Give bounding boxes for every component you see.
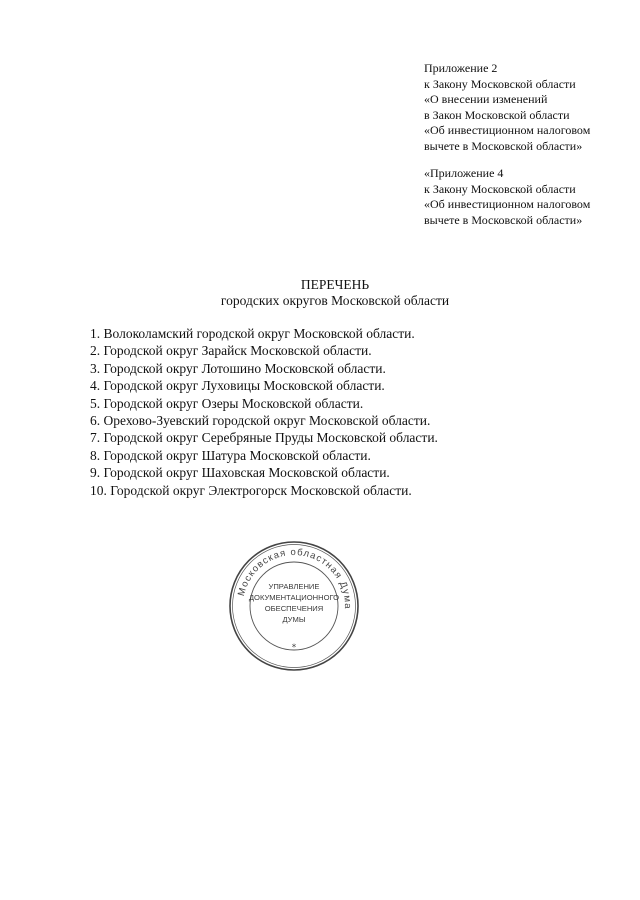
appendix-2-line: Приложение 2 [424, 61, 498, 75]
appendix-2-line: «Об инвестиционном налоговом [424, 123, 591, 137]
list-item: 3. Городской округ Лотошино Московской области. [90, 360, 386, 376]
stamp-star-icon: * [291, 643, 297, 653]
appendix-4-line: вычете в Московской области» [424, 212, 583, 227]
list-item: 5. Городской округ Озеры Московской области. [90, 395, 364, 411]
appendix-2-line: «О внесении изменений [424, 92, 548, 106]
list-item: 10. Городской округ Электрогорск Московской области. [90, 482, 412, 498]
list-item: 1. Волоколамский городской округ Московской области. [90, 326, 415, 341]
list-item: 8. Городской округ Шатура Московской области. [90, 447, 371, 463]
appendix-4-line: к Закону Московской области [424, 181, 576, 196]
document-title: ПЕРЕЧЕНЬ [300, 277, 370, 292]
appendix-4-line: «Об инвестиционном налоговом [424, 197, 591, 211]
document-subtitle: городских округов Московской области [220, 293, 450, 308]
districts-list [90, 325, 438, 499]
list-item: 4. Городской округ Луховицы Московской области. [90, 378, 385, 394]
stamp-center-line: ДОКУМЕНТАЦИОННОГО [248, 593, 340, 602]
stamp-ring-text: Московская областная Дума [235, 546, 354, 610]
stamp-center-line: УПРАВЛЕНИЕ [268, 582, 320, 591]
list-item: 2. Городской округ Зарайск Московской области. [90, 343, 372, 359]
stamp-center-line: ОБЕСПЕЧЕНИЯ [264, 604, 324, 613]
appendix-2-header [424, 61, 590, 154]
list-item: 6. Орехово-Зуевский городской округ Московской области. [90, 413, 431, 429]
stamp-graphic [227, 539, 361, 673]
list-item: 9. Городской округ Шаховская Московской области. [90, 465, 390, 481]
appendix-4-line: «Приложение 4 [424, 166, 504, 180]
appendix-4-header [424, 166, 590, 228]
appendix-2-line: в Закон Московской области [424, 107, 570, 122]
official-stamp [227, 539, 361, 673]
stamp-center-line: ДУМЫ [282, 615, 306, 624]
list-item: 7. Городской округ Серебряные Пруды Московской области. [90, 430, 438, 446]
appendix-2-line: вычете в Московской области» [424, 138, 583, 153]
appendix-2-line: к Закону Московской области [424, 76, 576, 91]
